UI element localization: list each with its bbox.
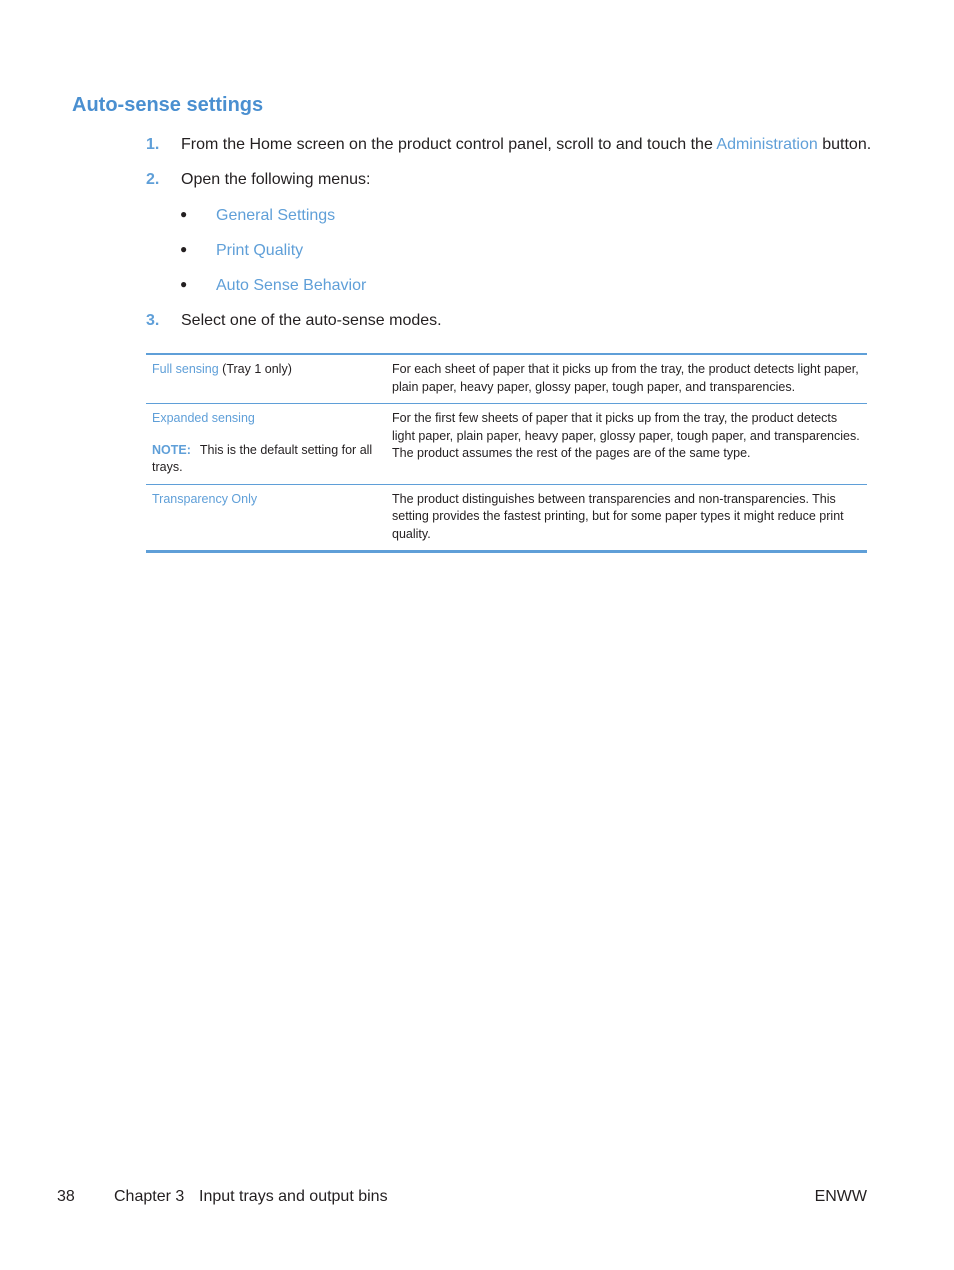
note-text: This is the default setting for all trays. xyxy=(152,442,373,474)
menu-item-auto-sense-behavior xyxy=(180,277,366,295)
auto-sense-behavior-link[interactable]: Auto Sense Behavior xyxy=(216,277,367,294)
section-heading: Auto-sense settings xyxy=(72,94,264,116)
step-1 xyxy=(146,136,871,154)
step-text: Open the following menus: xyxy=(181,171,371,188)
mode-cell xyxy=(146,354,386,404)
bullet-icon: ● xyxy=(180,207,188,221)
general-settings-link[interactable]: General Settings xyxy=(216,207,336,224)
bullet-icon: ● xyxy=(180,242,188,256)
step-3 xyxy=(146,312,442,330)
transparency-only-link[interactable]: Transparency Only xyxy=(152,491,258,506)
page-number: 38 xyxy=(57,1188,75,1205)
table-row xyxy=(146,404,867,485)
auto-sense-modes-table xyxy=(146,353,867,553)
step-2 xyxy=(146,171,370,189)
step-text: Select one of the auto-sense modes. xyxy=(181,312,442,329)
table-row xyxy=(146,354,867,404)
note xyxy=(152,442,380,477)
chapter-title: Input trays and output bins xyxy=(199,1188,388,1205)
note-label: NOTE: xyxy=(152,442,191,457)
step-text: From the Home screen on the product control panel, scroll to and touch the xyxy=(181,136,717,153)
description-cell: The product distinguishes between transparencies and non-transparencies. This setting provides the fastest printing, but for some paper types it might reduce print quality. xyxy=(386,484,867,552)
expanded-sensing-link[interactable]: Expanded sensing xyxy=(152,411,255,425)
mode-cell xyxy=(146,404,386,485)
mode-cell xyxy=(146,484,386,552)
footer-right-label: ENWW xyxy=(814,1188,867,1205)
table-row xyxy=(146,484,867,552)
description-cell: For each sheet of paper that it picks up from the tray, the product detects light paper, plain paper, heavy paper, glossy paper, tough paper, and transparencies. xyxy=(392,362,859,394)
print-quality-link[interactable]: Print Quality xyxy=(216,242,304,259)
mode-suffix: (Tray 1 only) xyxy=(218,362,292,376)
full-sensing-link[interactable]: Full sensing xyxy=(152,362,219,376)
administration-link[interactable]: Administration xyxy=(716,136,818,153)
step-number: 3. xyxy=(146,312,160,329)
step-number: 1. xyxy=(146,136,160,153)
step-number: 2. xyxy=(146,171,160,188)
step-text-end: button. xyxy=(817,136,872,153)
chapter-label: Chapter 3 xyxy=(114,1188,185,1205)
menu-item-general-settings xyxy=(180,207,335,225)
description-cell: For the first few sheets of paper that it picks up from the tray, the product detects light paper, plain paper, heavy paper, glossy paper, tough paper, and transparencies. The product assumes the rest of the pages are of the same type. xyxy=(386,404,867,485)
bullet-icon: ● xyxy=(180,277,188,291)
menu-item-print-quality xyxy=(180,242,303,260)
